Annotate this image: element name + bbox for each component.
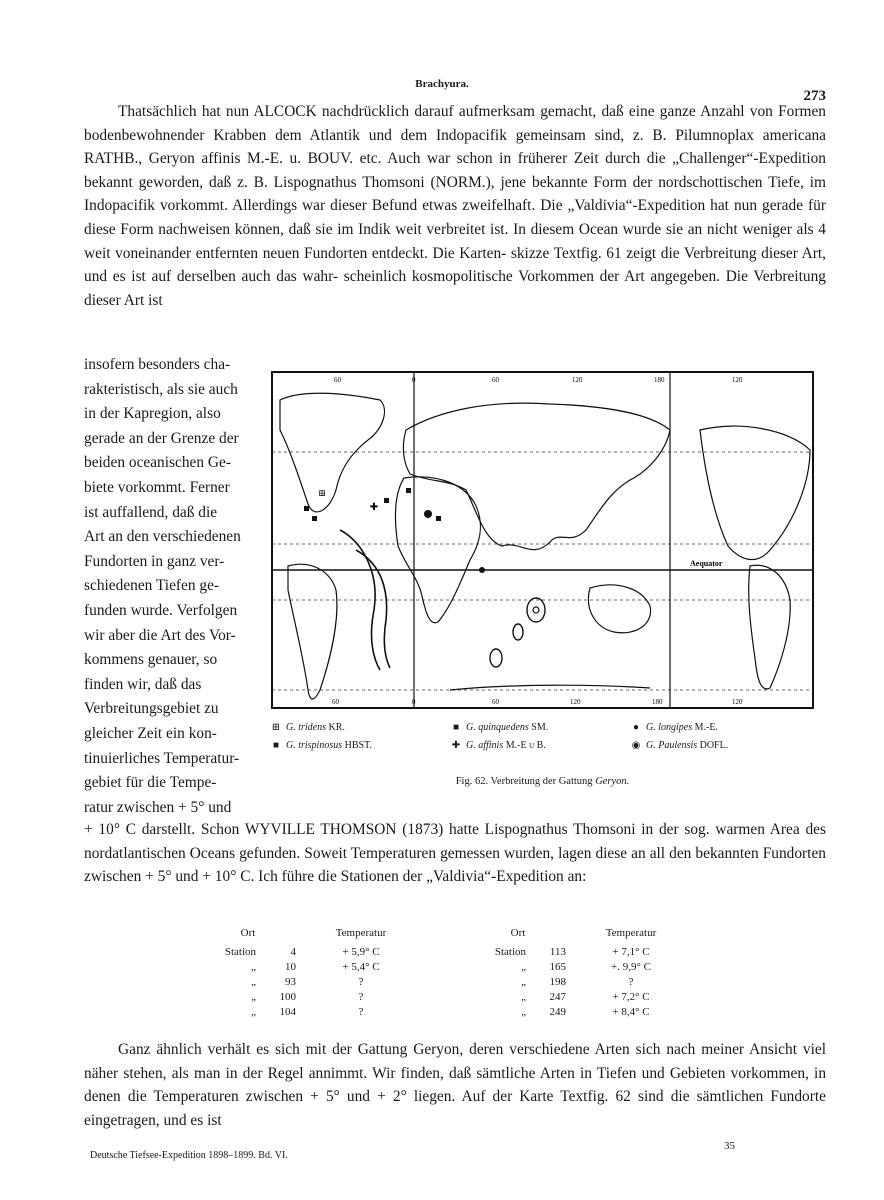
side-column-text	[84, 353, 252, 820]
side-line: biete vorkommt. Ferner	[84, 478, 230, 496]
bottom-tick: 180	[652, 698, 663, 706]
side-line: rakteristisch, als sie auch	[84, 380, 238, 398]
para1-line: Thatsächlich hat nun ALCOCK nachdrücklich darauf aufmerksam gemacht, daß eine ganze	[118, 103, 696, 120]
top-tick: 180	[654, 376, 665, 384]
station-label: „	[521, 961, 526, 973]
equator-label: Aequator	[690, 559, 723, 568]
paragraph-3	[84, 1038, 826, 1132]
side-line: wir aber die Art des Vor-	[84, 626, 236, 644]
station-temperature: + 8,4° C	[612, 1006, 650, 1018]
legend-symbol: ◉	[631, 740, 641, 751]
legend-symbol: ■	[272, 740, 280, 751]
legend-author: M.-E.	[694, 722, 718, 733]
side-line: ratur zwischen + 5° und	[84, 798, 232, 816]
marker-g-quinquedens	[312, 516, 317, 521]
running-header: Brachyura.	[415, 78, 469, 90]
legend-item	[450, 740, 546, 751]
table-row	[200, 990, 426, 1005]
table-row	[200, 975, 426, 990]
para2-line: lagen diese an all den bekannten Fundorten zwischen + 5° und + 10° C. Ich führe die	[84, 844, 826, 886]
station-label: „	[521, 976, 526, 988]
side-line: finden wir, daß das	[84, 675, 202, 693]
bottom-tick: 120	[732, 698, 743, 706]
legend-item	[450, 722, 548, 733]
station-number: 100	[279, 991, 296, 1003]
station-temperature: ?	[358, 976, 364, 988]
station-label: „	[251, 1006, 256, 1018]
para1-line: sind, z. B. Pilumnoplax americana RATHB., Geryon affinis M.-E. u. BOUV. etc. Auch war schon	[84, 126, 827, 168]
station-label: „	[251, 991, 256, 1003]
caption-genus: Geryon.	[595, 776, 630, 787]
marker-g-longipes	[424, 510, 432, 518]
station-temperature: + 5,4° C	[342, 961, 380, 973]
legend-author: KR.	[328, 722, 345, 733]
para1-line: Thomsoni (NORM.), jene bekannte Form der nordschottischen Tiefe, im Indopacifik vorkommt.	[84, 173, 826, 215]
station-temperature: ?	[628, 976, 634, 988]
table-row	[200, 945, 426, 960]
station-temperature: + 7,1° C	[612, 946, 650, 958]
bottom-tick: 60	[492, 698, 499, 706]
top-tick: 120	[572, 376, 583, 384]
legend-author: M.-E u B.	[505, 740, 546, 751]
side-line: kommens genauer, so	[84, 651, 218, 669]
para1-line: skizze Textfig. 61 zeigt die Verbreitung dieser Art, und es ist auf derselben auch das wahr-	[84, 244, 826, 286]
marker-g-trispinosus	[384, 498, 389, 503]
legend-author: HBST.	[344, 740, 372, 751]
legend-species: G. Paulensis	[646, 740, 698, 751]
world-map	[270, 370, 815, 710]
header-temperatur: Temperatur	[335, 927, 387, 939]
para1-line: sie an nicht weniger als 4 weit voneinander entfernten neuen Fundorten entdeckt. Die Karten-	[84, 220, 826, 262]
legend-item	[630, 722, 718, 733]
marker-g-affinis: ✚	[369, 502, 379, 513]
legend-species: G. trispinosus	[286, 740, 343, 751]
station-label: Station	[494, 946, 526, 958]
footer-imprint: Deutsche Tiefsee-Expedition 1898–1899. Bd. VI.	[90, 1150, 288, 1161]
figure-caption	[270, 776, 815, 787]
station-table-left	[200, 926, 426, 1020]
station-number: 4	[290, 946, 296, 958]
para1-line: diese Form nachweisen können, daß sie im Indik weit verbreitet ist. In diesem Ocean wurde	[84, 220, 662, 238]
table-row	[200, 1005, 426, 1020]
legend-species: G. tridens	[286, 722, 326, 733]
side-line: Verbreitungsgebiet zu	[84, 700, 219, 718]
side-line: Art an den verschiedenen	[84, 528, 241, 546]
side-line: gebiet für die Tempe-	[84, 774, 217, 792]
side-line: insofern besonders cha-	[84, 356, 231, 373]
station-number: 104	[279, 1006, 296, 1018]
para1-line: Anzahl von Formen bodenbewohnender Krabben dem Atlantik und dem Indopacifik gemeinsam	[84, 103, 826, 144]
table-row	[470, 975, 696, 990]
bottom-tick: 0	[412, 698, 416, 706]
paragraph-2	[84, 818, 826, 889]
table-header	[200, 926, 426, 941]
station-label: „	[251, 976, 256, 988]
header-ort: Ort	[510, 927, 526, 939]
top-tick: 120	[732, 376, 743, 384]
marker-g-longipes	[479, 567, 485, 573]
side-line: in der Kapregion, also	[84, 405, 221, 423]
page-number: 273	[803, 88, 826, 104]
paragraph-1	[84, 100, 826, 312]
bottom-tick: 60	[332, 698, 339, 706]
station-temperature: +. 9,9° C	[611, 961, 651, 973]
marker-g-trispinosus	[304, 506, 309, 511]
marker-g-quinquedens	[436, 516, 441, 521]
para2-line: warmen Area des nordatlantischen Oceans gefunden. Soweit Temperaturen gemessen wurden,	[84, 821, 826, 862]
legend-item	[270, 740, 372, 751]
top-tick: 60	[334, 376, 341, 384]
legend-item	[630, 740, 728, 751]
side-line: Fundorten in ganz ver-	[84, 552, 225, 570]
side-line: ist auffallend, daß die	[84, 503, 218, 521]
para3-line: + 2° liegen. Auf der Karte Textfig. 62 sind die sämtlichen Fundorte eingetragen, und es ist	[84, 1088, 826, 1129]
table-row	[470, 1005, 696, 1020]
station-number: 93	[285, 976, 296, 988]
station-table-right	[470, 926, 696, 1020]
para1-line: scheinlich kosmopolitische Vorkommen der Art angegeben. Die Verbreitung dieser Art ist	[84, 268, 826, 309]
side-line: funden wurde. Verfolgen	[84, 601, 238, 619]
legend-author: DOFL.	[699, 740, 729, 751]
para2-line: Stationen der „Valdivia“-Expedition an:	[340, 868, 587, 886]
legend-species: G. quinquedens	[466, 722, 529, 733]
legend-symbol: ●	[632, 722, 640, 733]
station-temperature: ?	[358, 991, 364, 1003]
side-line: gerade an der Grenze der	[84, 429, 239, 447]
legend-symbol: ✚	[451, 740, 461, 751]
distribution-map-figure	[270, 370, 815, 710]
station-label: „	[251, 961, 256, 973]
sheet-number: 35	[724, 1140, 735, 1152]
para2-line: + 10° C darstellt. Schon WYVILLE THOMSON (1873) hatte Lispognathus Thomsoni in der sog.	[84, 821, 710, 838]
table-row	[470, 990, 696, 1005]
para3-line: Arten in Tiefen und Gebieten vorkommen, in denen die Temperaturen zwischen + 5° und	[84, 1064, 827, 1106]
para1-line: Allerdings war dieser Befund etwas zweifelhaft. Die „Valdivia“-Expedition hat nun gerade für	[232, 197, 826, 215]
side-line: schiedenen Tiefen ge-	[84, 577, 220, 595]
table-row	[470, 945, 696, 960]
top-tick: 60	[492, 376, 499, 384]
marker-g-tridens: ⊞	[318, 488, 326, 498]
station-number: 113	[549, 946, 566, 958]
station-number: 198	[549, 976, 566, 988]
side-line: beiden oceanischen Ge-	[84, 454, 231, 472]
legend-item	[270, 722, 345, 733]
station-label: Station	[224, 946, 256, 958]
station-temperature: + 7,2° C	[612, 991, 650, 1003]
bottom-tick: 120	[570, 698, 581, 706]
para3-line: meiner Ansicht viel näher stehen, als man in der Regel annimmt. Wir finden, daß sämtliche	[84, 1041, 826, 1082]
caption-text: Fig. 62. Verbreitung der Gattung	[455, 776, 593, 787]
top-tick: 0	[412, 376, 416, 384]
legend-symbol: ■	[452, 722, 460, 733]
para1-line: in früherer Zeit durch die „Challenger“-Expedition bekannt geworden, daß z. B. Lispognathus	[84, 150, 826, 191]
table-row	[470, 960, 696, 975]
legend-symbol: ⊞	[271, 722, 281, 733]
marker-g-trispinosus	[406, 488, 411, 493]
station-label: „	[521, 1006, 526, 1018]
side-line: gleicher Zeit ein kon-	[84, 724, 217, 742]
para3-line: Ganz ähnlich verhält es sich mit der Gattung Geryon, deren verschiedene Arten sich nach	[118, 1041, 696, 1058]
station-label: „	[521, 991, 526, 1003]
legend-author: SM.	[531, 722, 549, 733]
table-header	[470, 926, 696, 941]
header-ort: Ort	[240, 927, 256, 939]
legend-species: G. longipes	[646, 722, 693, 733]
table-row	[200, 960, 426, 975]
station-number: 165	[549, 961, 566, 973]
station-number: 249	[549, 1006, 566, 1018]
station-temperature: + 5,9° C	[342, 946, 380, 958]
map-legend	[270, 720, 815, 760]
station-number: 10	[285, 961, 296, 973]
station-temperature: ?	[358, 1006, 364, 1018]
station-number: 247	[549, 991, 566, 1003]
header-temperatur: Temperatur	[605, 927, 657, 939]
legend-species: G. affinis	[466, 740, 504, 751]
side-line: tinuierliches Temperatur-	[84, 749, 240, 767]
